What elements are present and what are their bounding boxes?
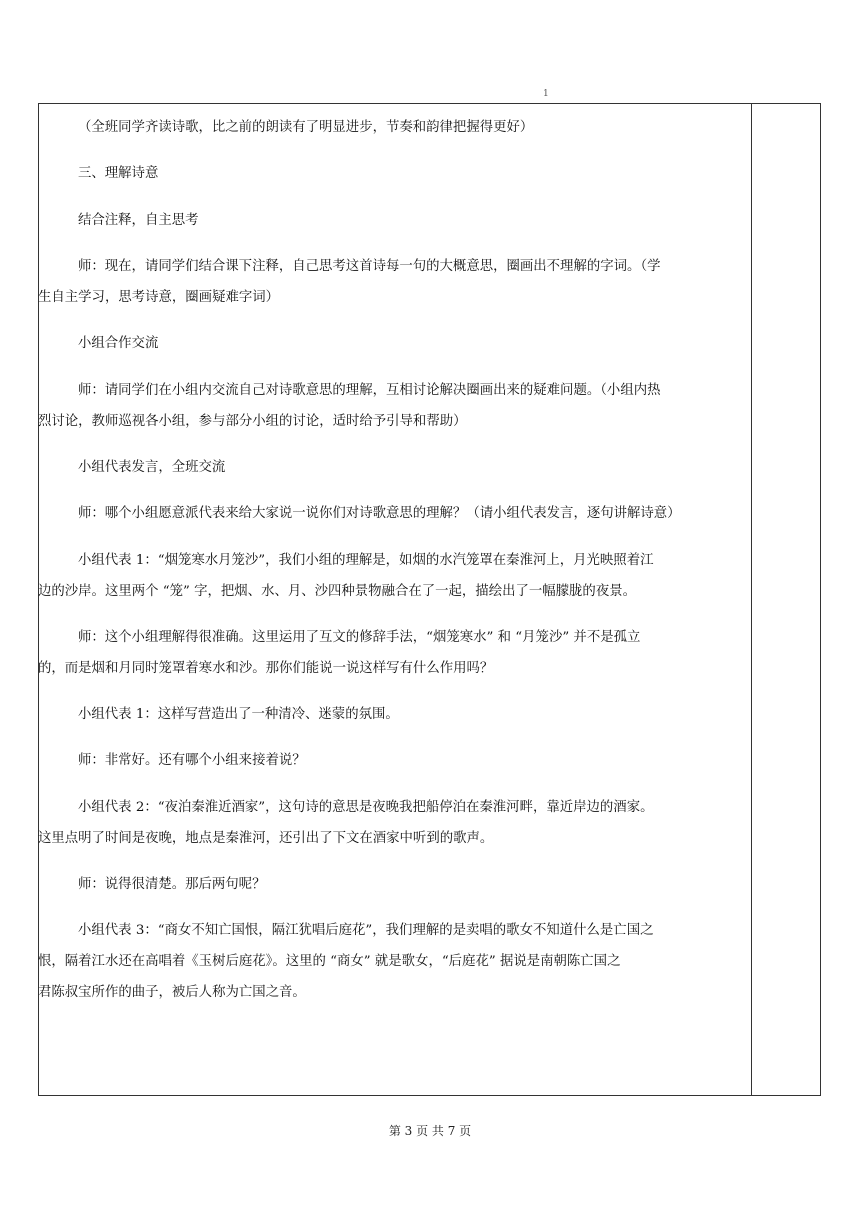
lesson-content	[38, 113, 748, 1024]
paragraph-line: 君陈叔宝所作的曲子，被后人称为亡国之音。	[38, 985, 306, 1001]
paragraph	[78, 746, 748, 777]
table-column-divider	[751, 103, 752, 1096]
paragraph-line: 这里点明了时间是夜晚，地点是秦淮河，还引出了下文在酒家中听到的歌声。	[38, 830, 494, 846]
paragraph-line: 小组代表 1：“烟笼寒水月笼沙”，我们小组的理解是，如烟的水汽笼罩在秦淮河上，月光映照着江	[78, 552, 654, 568]
paragraph	[78, 206, 748, 237]
paragraph	[78, 870, 748, 901]
header-mark: 1	[543, 89, 549, 99]
paragraph	[78, 329, 748, 360]
paragraph-line: 小组合作交流	[78, 336, 159, 352]
paragraph	[38, 916, 748, 1008]
paragraph-line: 小组代表发言，全班交流	[78, 459, 226, 475]
paragraph-line: 师：现在，请同学们结合课下注释，自己思考这首诗每一句的大概意思，圈画出不理解的字词。（学	[78, 259, 661, 275]
paragraph	[38, 793, 748, 855]
paragraph	[38, 252, 748, 314]
paragraph-line: 小组代表 2：“夜泊秦淮近酒家”，这句诗的意思是夜晚我把船停泊在秦淮河畔，靠近岸边的酒家。	[78, 799, 654, 815]
paragraph-line: 的，而是烟和月同时笼罩着寒水和沙。那你们能说一说这样写有什么作用吗？	[38, 660, 494, 676]
paragraph-line: 小组代表 1：这样写营造出了一种清冷、迷蒙的氛围。	[78, 707, 399, 723]
paragraph-line: （全班同学齐读诗歌，比之前的朗读有了明显进步，节奏和韵律把握得更好）	[78, 120, 534, 135]
paragraph-line: 生自主学习，思考诗意，圈画疑难字词）	[38, 289, 280, 305]
paragraph-line: 三、理解诗意	[78, 166, 159, 182]
paragraph	[78, 113, 748, 144]
paragraph	[38, 623, 748, 685]
paragraph-line: 小组代表 3：“商女不知亡国恨，隔江犹唱后庭花”，我们理解的是卖唱的歌女不知道什么是亡国之	[78, 923, 654, 939]
paragraph	[78, 700, 748, 731]
page-footer: 第 3 页 共 7 页	[388, 1124, 472, 1138]
paragraph	[78, 159, 748, 190]
paragraph-line: 烈讨论，教师巡视各小组，参与部分小组的讨论，适时给予引导和帮助）	[38, 413, 467, 429]
paragraph-line: 师：哪个小组愿意派代表来给大家说一说你们对诗歌意思的理解？（请小组代表发言，逐句讲解诗意）	[78, 506, 681, 522]
paragraph-line: 结合注释，自主思考	[78, 212, 199, 228]
paragraph-line: 师：非常好。还有哪个小组来接着说？	[78, 753, 306, 769]
paragraph-line: 师：这个小组理解得很准确。这里运用了互文的修辞手法，“烟笼寒水” 和 “月笼沙” 并不是孤立	[78, 629, 641, 645]
paragraph-line: 恨，隔着江水还在高唱着《玉树后庭花》。这里的 “商女” 就是歌女，“后庭花” 据说是南朝陈亡国之	[38, 954, 621, 970]
paragraph	[38, 376, 748, 438]
paragraph-line: 边的沙岸。这里两个 “笼” 字，把烟、水、月、沙四种景物融合在了一起，描绘出了一幅朦胧的夜景。	[38, 583, 636, 599]
paragraph	[78, 499, 748, 530]
paragraph-line: 师：说得很清楚。那后两句呢？	[78, 877, 266, 893]
paragraph-line: 师：请同学们在小组内交流自己对诗歌意思的理解，互相讨论解决圈画出来的疑难问题。（小组内热	[78, 382, 661, 398]
paragraph	[78, 453, 748, 484]
paragraph	[38, 546, 748, 608]
